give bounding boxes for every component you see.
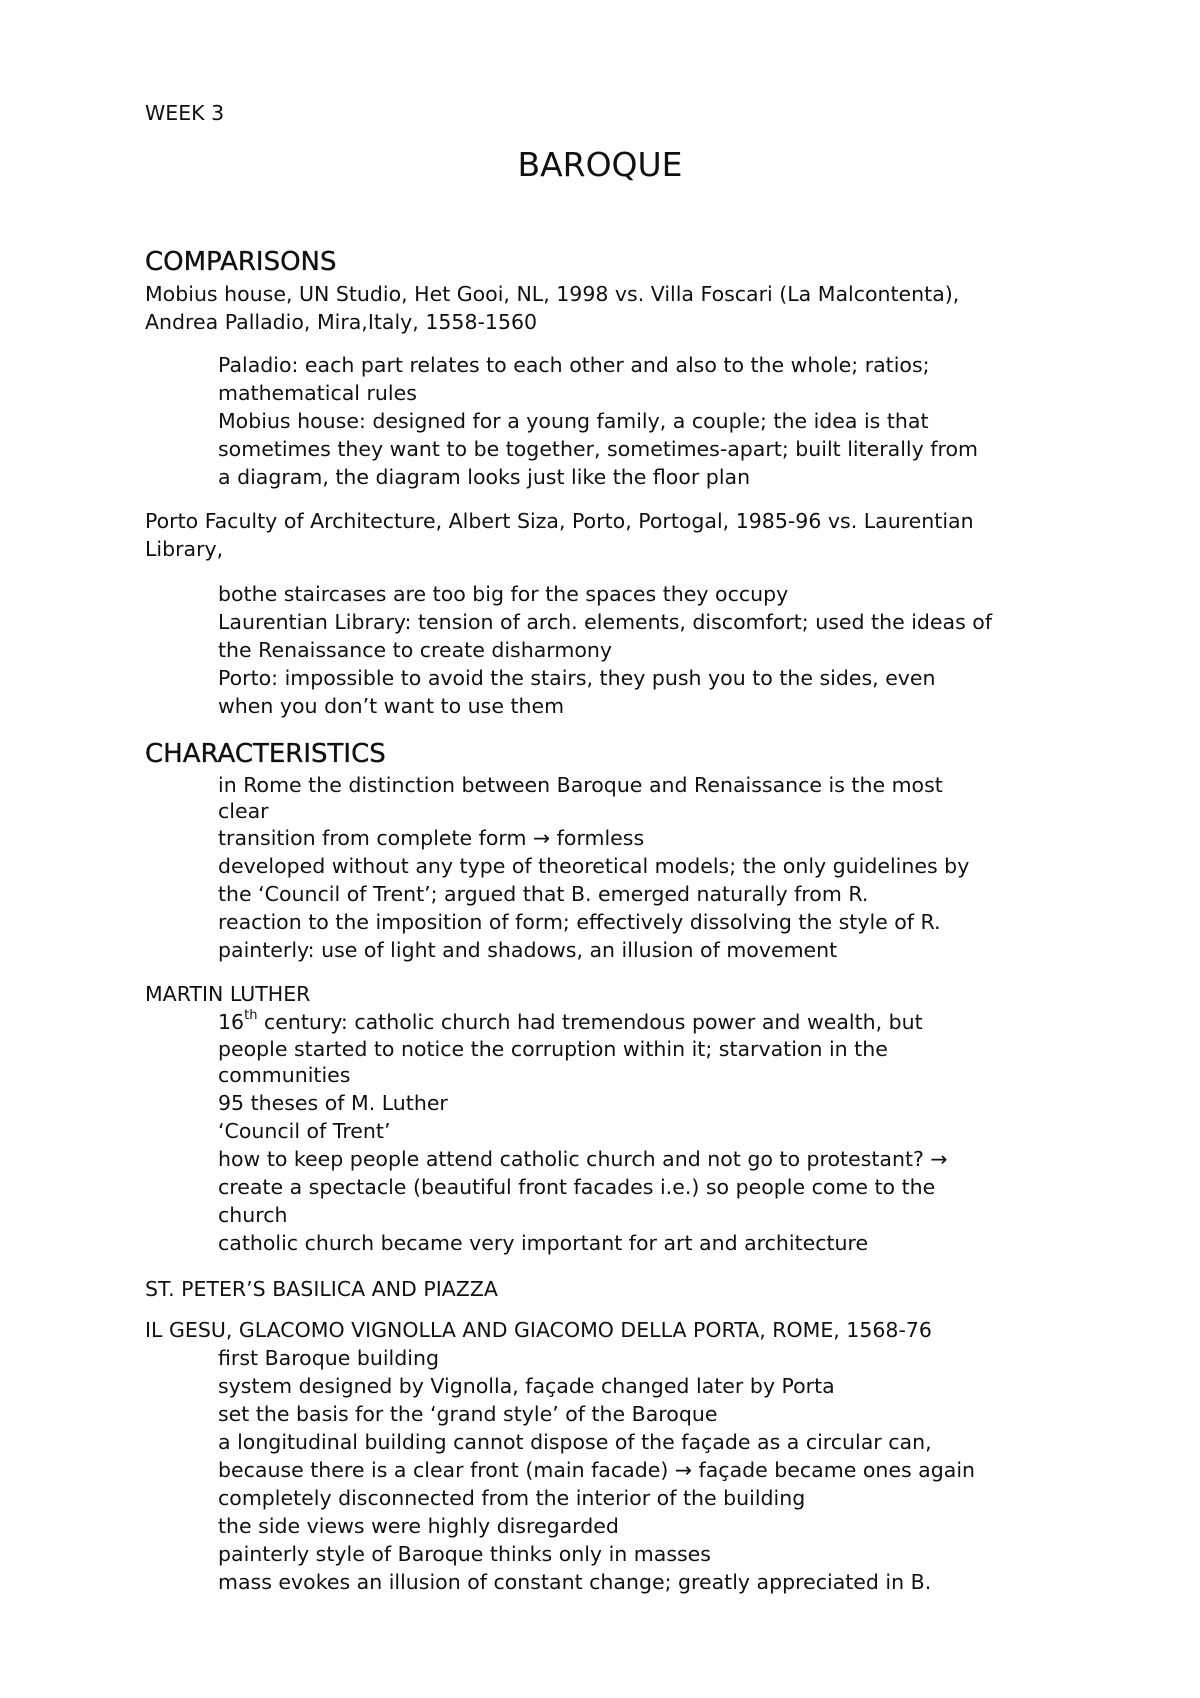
il-gesu-line: painterly style of Baroque thinks only in masses bbox=[218, 1542, 711, 1566]
section-heading-martin-luther: MARTIN LUTHER bbox=[145, 982, 311, 1006]
comparison-2-note: Porto: impossible to avoid the stairs, they push you to the sides, even bbox=[218, 666, 936, 690]
il-gesu-line: system designed by Vignolla, façade changed later by Porta bbox=[218, 1374, 835, 1398]
il-gesu-line: the side views were highly disregarded bbox=[218, 1514, 619, 1538]
comparison-2-line-1: Porto Faculty of Architecture, Albert Siza, Porto, Portogal, 1985-96 vs. Laurentian bbox=[145, 509, 974, 533]
comparison-1-line-1: Mobius house, UN Studio, Het Gooi, NL, 1998 vs. Villa Foscari (La Malcontenta), bbox=[145, 282, 960, 306]
characteristics-line: in Rome the distinction between Baroque and Renaissance is the most bbox=[218, 773, 943, 797]
characteristics-line: transition from complete form → formless bbox=[218, 826, 645, 850]
luther-line-first bbox=[218, 1008, 923, 1036]
characteristics-line: developed without any type of theoretical models; the only guidelines by bbox=[218, 854, 970, 878]
comparison-1-line-2: Andrea Palladio, Mira,Italy, 1558-1560 bbox=[145, 310, 538, 334]
comparison-1-note: a diagram, the diagram looks just like the floor plan bbox=[218, 465, 751, 489]
luther-line: catholic church became very important for art and architecture bbox=[218, 1231, 869, 1255]
luther-line: ‘Council of Trent’ bbox=[218, 1119, 391, 1143]
comparison-2-note: bothe staircases are too big for the spaces they occupy bbox=[218, 582, 789, 606]
luther-line: communities bbox=[218, 1063, 351, 1087]
characteristics-line: painterly: use of light and shadows, an illusion of movement bbox=[218, 938, 838, 962]
week-label: WEEK 3 bbox=[145, 101, 225, 125]
luther-line: church bbox=[218, 1203, 288, 1227]
il-gesu-line: completely disconnected from the interior of the building bbox=[218, 1486, 806, 1510]
comparison-1-note: mathematical rules bbox=[218, 381, 417, 405]
century-number: 16 bbox=[218, 1010, 245, 1034]
comparison-2-note: when you don’t want to use them bbox=[218, 694, 565, 718]
section-heading-comparisons: COMPARISONS bbox=[145, 247, 337, 277]
luther-line: create a spectacle (beautiful front facades i.e.) so people come to the bbox=[218, 1175, 936, 1199]
il-gesu-line: first Baroque building bbox=[218, 1346, 439, 1370]
section-heading-characteristics: CHARACTERISTICS bbox=[145, 739, 386, 769]
characteristics-line: reaction to the imposition of form; effectively dissolving the style of R. bbox=[218, 910, 941, 934]
il-gesu-line: a longitudinal building cannot dispose of the façade as a circular can, bbox=[218, 1430, 932, 1454]
century-superscript: th bbox=[244, 1008, 258, 1024]
page-title: BAROQUE bbox=[517, 145, 683, 184]
il-gesu-line: mass evokes an illusion of constant change; greatly appreciated in B. bbox=[218, 1570, 932, 1594]
comparison-1-note: Paladio: each part relates to each other and also to the whole; ratios; bbox=[218, 353, 930, 377]
luther-line: 95 theses of M. Luther bbox=[218, 1091, 448, 1115]
il-gesu-line: because there is a clear front (main facade) → façade became ones again bbox=[218, 1458, 976, 1482]
comparison-2-line-2: Library, bbox=[145, 537, 224, 561]
comparison-1-note: Mobius house: designed for a young family, a couple; the idea is that bbox=[218, 409, 929, 433]
luther-line-first-rest: century: catholic church had tremendous power and wealth, but bbox=[257, 1010, 923, 1034]
comparison-2-note: Laurentian Library: tension of arch. elements, discomfort; used the ideas of bbox=[218, 610, 993, 634]
il-gesu-line: set the basis for the ‘grand style’ of the Baroque bbox=[218, 1402, 718, 1426]
characteristics-line: the ‘Council of Trent’; argued that B. emerged naturally from R. bbox=[218, 882, 869, 906]
luther-line: how to keep people attend catholic church and not go to protestant? → bbox=[218, 1147, 948, 1171]
characteristics-line: clear bbox=[218, 799, 269, 823]
section-heading-st-peters: ST. PETER’S BASILICA AND PIAZZA bbox=[145, 1277, 498, 1301]
comparison-1-note: sometimes they want to be together, sometimes-apart; built literally from bbox=[218, 437, 978, 461]
section-heading-il-gesu: IL GESU, GLACOMO VIGNOLLA AND GIACOMO DELLA PORTA, ROME, 1568-76 bbox=[145, 1318, 932, 1342]
comparison-2-note: the Renaissance to create disharmony bbox=[218, 638, 612, 662]
luther-line: people started to notice the corruption within it; starvation in the bbox=[218, 1037, 888, 1061]
